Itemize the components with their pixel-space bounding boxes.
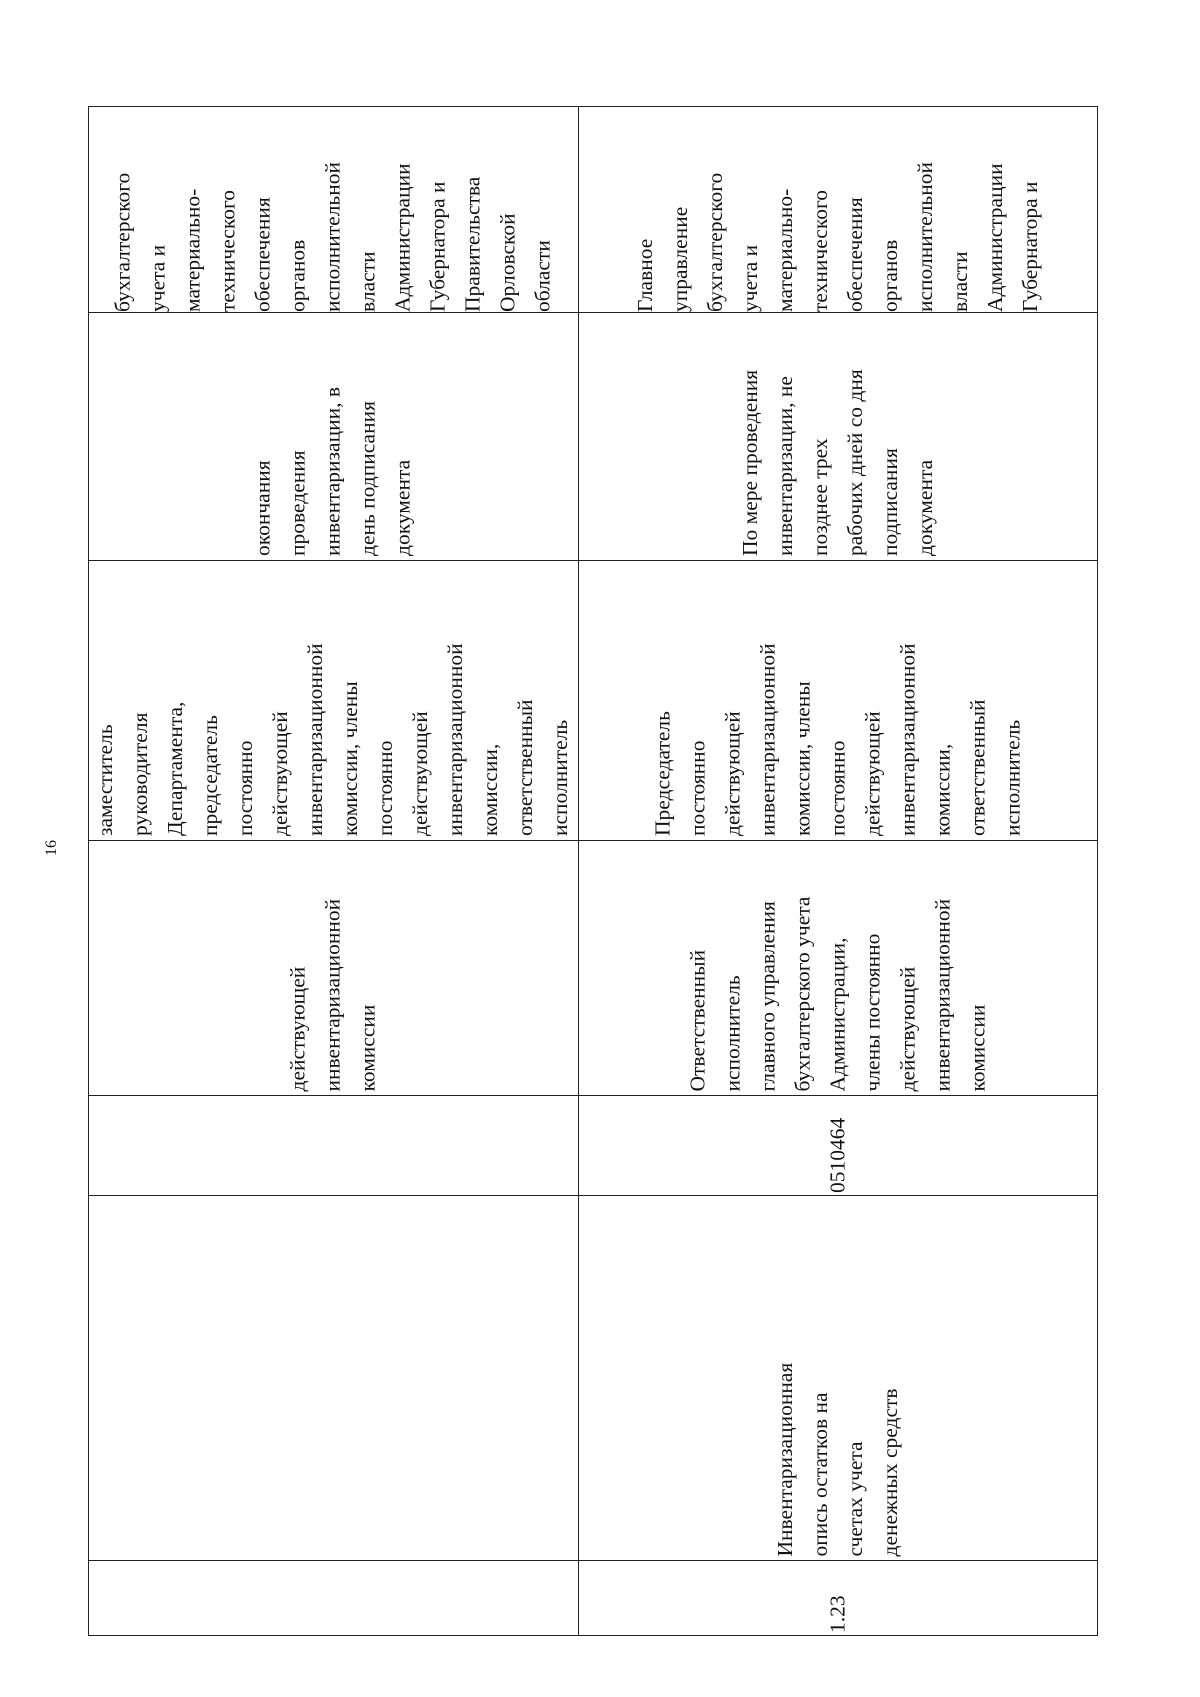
row-2-recipient-cell	[578, 106, 1098, 312]
row-2-number-cell	[578, 1560, 1098, 1636]
row-1-recipient: бухгалтерского учета и материально- технического обеспечения органов исполнительной власти Администрации Губернатора и Правительства Орловской области	[110, 162, 555, 312]
row-1-signatories: заместитель руководителя Департамента, председатель постоянно действующей инвентаризационной комиссии, члены постоянно действующей инвентаризационной комиссии, ответственный исполнитель	[93, 643, 572, 836]
row-2-responsible: Ответственный исполнитель главного управления бухгалтерского учета Администрации, члены постоянно действующей инвентаризационной комиссии	[685, 896, 990, 1091]
page-number: 16	[43, 840, 60, 856]
row-2-name-cell	[578, 1195, 1098, 1560]
row-2-signatories-cell	[578, 560, 1098, 840]
row-1-deadline: окончания проведения инвентаризации, в день подписания документа	[250, 387, 415, 556]
row-2-responsible-cell	[578, 840, 1098, 1095]
row-2-deadline: По мере проведения инвентаризации, не позднее трех рабочих дней со дня подписания документа	[738, 369, 937, 556]
row-2-recipient: Главное управление бухгалтерского учета и материально- технического обеспечения органов исполнительной власти Администрации Губернатора и	[633, 162, 1042, 312]
row-2-signatories: Председатель постоянно действующей инвентаризационной комиссии, члены постоянно действующей инвентаризационной комиссии, ответственный исполнитель	[650, 643, 1025, 836]
row-2-name: Инвентаризационная опись остатков на счетах учета денежных средств	[773, 1362, 902, 1556]
row-2-number: 1.23	[825, 1595, 850, 1633]
row-1-responsible: действующей инвентаризационной комиссии	[285, 898, 380, 1091]
row-2-form-code: 0510464	[825, 1117, 850, 1193]
row-1-signatories-cell	[88, 560, 578, 840]
row-1-deadline-cell	[88, 312, 578, 560]
row-2-deadline-cell	[578, 312, 1098, 560]
row-1-responsible-cell	[88, 840, 578, 1095]
row-1-recipient-cell	[88, 106, 578, 312]
row-2-form-code-cell	[578, 1095, 1098, 1195]
